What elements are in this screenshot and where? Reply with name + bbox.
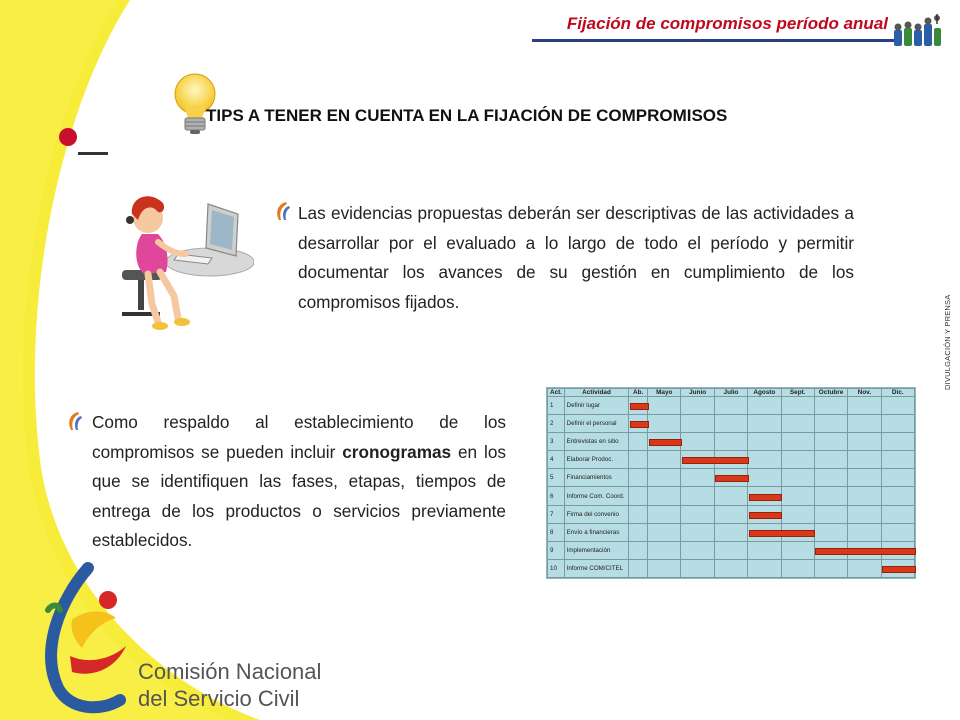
- gantt-month-cell: [781, 469, 814, 487]
- gantt-month-cell: [648, 523, 681, 541]
- gantt-activity: Informe Com. Coord.: [564, 487, 629, 505]
- gantt-bar: [682, 457, 749, 464]
- gantt-month-cell: [681, 469, 714, 487]
- gantt-month-cell: [881, 469, 914, 487]
- gantt-month-cell: [629, 487, 648, 505]
- gantt-bar: [715, 475, 748, 482]
- gantt-header-cell: Act.: [548, 389, 565, 397]
- gantt-bar: [749, 512, 782, 519]
- bullet-icon: [64, 410, 84, 432]
- gantt-month-cell: [629, 523, 648, 541]
- gantt-month-cell: [881, 415, 914, 433]
- gantt-month-cell: [814, 523, 847, 541]
- gantt-month-cell: [714, 433, 747, 451]
- gantt-bar: [882, 566, 915, 573]
- gantt-month-cell: [781, 451, 814, 469]
- gantt-activity: Definir lugar: [564, 397, 629, 415]
- gantt-month-cell: [648, 451, 681, 469]
- gantt-month-cell: [814, 415, 847, 433]
- bullet-icon: [272, 200, 292, 222]
- gantt-month-cell: [881, 397, 914, 415]
- gantt-month-cell: [848, 397, 881, 415]
- gantt-bar: [749, 494, 782, 501]
- gantt-month-cell: [848, 415, 881, 433]
- gantt-activity: Definir el personal: [564, 415, 629, 433]
- gantt-month-cell: [681, 415, 714, 433]
- gantt-header-cell: Julio: [714, 389, 747, 397]
- gantt-header-cell: Ab.: [629, 389, 648, 397]
- red-dot: [59, 128, 77, 146]
- gantt-month-cell: [781, 415, 814, 433]
- dash-mark: [78, 152, 108, 155]
- support-paragraph: [92, 408, 506, 556]
- gantt-month-cell: [714, 415, 747, 433]
- gantt-month-cell: [848, 451, 881, 469]
- gantt-activity: Implementación: [564, 541, 629, 559]
- organization-name: [138, 658, 321, 712]
- organization-name-line2: del Servicio Civil: [138, 686, 300, 711]
- gantt-month-cell: [629, 469, 648, 487]
- gantt-activity: Elaborar Prodoc.: [564, 451, 629, 469]
- gantt-row-number: 4: [548, 451, 565, 469]
- gantt-month-cell: [681, 397, 714, 415]
- gantt-month-cell: [648, 541, 681, 559]
- gantt-month-cell: [714, 487, 747, 505]
- gantt-month-cell: [648, 559, 681, 577]
- support-text-bold: cronogramas: [342, 441, 452, 462]
- gantt-month-cell: [814, 433, 847, 451]
- gantt-month-cell: [748, 415, 781, 433]
- gantt-bar: [630, 403, 649, 410]
- gantt-month-cell: [748, 469, 781, 487]
- gantt-month-cell: [814, 559, 847, 577]
- header-rule: [532, 39, 894, 42]
- gantt-bar: [649, 439, 682, 446]
- gantt-activity: Entrevistas en sitio: [564, 433, 629, 451]
- header-title: Fijación de compromisos período anual: [566, 14, 888, 33]
- gantt-month-cell: [848, 559, 881, 577]
- cnsc-logo-icon: [30, 560, 150, 720]
- gantt-row-number: 10: [548, 559, 565, 577]
- gantt-month-cell: [648, 415, 681, 433]
- gantt-header-cell: Dic.: [881, 389, 914, 397]
- gantt-month-cell: [714, 397, 747, 415]
- gantt-header-cell: Octubre: [814, 389, 847, 397]
- gantt-row: [548, 415, 915, 433]
- gantt-month-cell: [629, 559, 648, 577]
- gantt-month-cell: [881, 487, 914, 505]
- gantt-row-number: 9: [548, 541, 565, 559]
- gantt-row: [548, 505, 915, 523]
- gantt-bar: [815, 548, 915, 555]
- gantt-month-cell: [648, 505, 681, 523]
- gantt-month-cell: [781, 559, 814, 577]
- gantt-month-cell: [814, 397, 847, 415]
- gantt-header-row: [548, 389, 915, 397]
- evidence-paragraph: Las evidencias propuestas deberán ser descriptivas de las actividades a desarrollar por el evaluado a lo largo de todo el período y permitir documentar los avances de su gestión en cumplimiento de los compromisos fijados.: [298, 203, 854, 312]
- gantt-month-cell: [848, 487, 881, 505]
- gantt-month-cell: [748, 397, 781, 415]
- gantt-activity: Informe COM/CITEL: [564, 559, 629, 577]
- gantt-month-cell: [681, 433, 714, 451]
- gantt-month-cell: [714, 541, 747, 559]
- gantt-row: [548, 397, 915, 415]
- gantt-chart: [546, 387, 916, 579]
- gantt-activity: Envío a financieras: [564, 523, 629, 541]
- gantt-month-cell: [629, 505, 648, 523]
- gantt-month-cell: [814, 469, 847, 487]
- gantt-month-cell: [848, 469, 881, 487]
- support-text-end: en los que se identifiquen las fases, etapas, tiempos de entrega de los productos o servicios previamente establecidos.: [92, 441, 506, 550]
- gantt-month-cell: [881, 523, 914, 541]
- gantt-month-cell: [629, 433, 648, 451]
- gantt-month-cell: [848, 505, 881, 523]
- gantt-row-number: 5: [548, 469, 565, 487]
- gantt-bar: [749, 530, 816, 537]
- gantt-month-cell: [748, 559, 781, 577]
- gantt-month-cell: [648, 397, 681, 415]
- gantt-month-cell: [881, 433, 914, 451]
- gantt-row: [548, 487, 915, 505]
- gantt-month-cell: [814, 451, 847, 469]
- gantt-header-cell: Actividad: [564, 389, 629, 397]
- gantt-month-cell: [681, 505, 714, 523]
- woman-at-computer-illustration: [108, 184, 254, 340]
- gantt-header-cell: Nov.: [848, 389, 881, 397]
- people-icon: [892, 12, 944, 52]
- gantt-month-cell: [714, 505, 747, 523]
- gantt-month-cell: [681, 487, 714, 505]
- gantt-month-cell: [814, 487, 847, 505]
- gantt-month-cell: [781, 397, 814, 415]
- gantt-activity: Firma del convenio: [564, 505, 629, 523]
- gantt-month-cell: [714, 559, 747, 577]
- gantt-month-cell: [848, 523, 881, 541]
- gantt-month-cell: [629, 541, 648, 559]
- gantt-month-cell: [848, 433, 881, 451]
- gantt-row: [548, 523, 915, 541]
- gantt-month-cell: [714, 523, 747, 541]
- gantt-month-cell: [629, 451, 648, 469]
- gantt-month-cell: [681, 559, 714, 577]
- gantt-row-number: 3: [548, 433, 565, 451]
- gantt-month-cell: [681, 523, 714, 541]
- gantt-month-cell: [781, 505, 814, 523]
- gantt-month-cell: [881, 505, 914, 523]
- gantt-row-number: 2: [548, 415, 565, 433]
- gantt-bar: [630, 421, 649, 428]
- gantt-header-cell: Junio: [681, 389, 714, 397]
- gantt-row-number: 1: [548, 397, 565, 415]
- gantt-activity: Financiamientos: [564, 469, 629, 487]
- gantt-month-cell: [648, 487, 681, 505]
- gantt-month-cell: [748, 451, 781, 469]
- lightbulb-icon: [168, 70, 218, 138]
- gantt-row-number: 8: [548, 523, 565, 541]
- gantt-row: [548, 433, 915, 451]
- gantt-month-cell: [781, 433, 814, 451]
- gantt-row-number: 7: [548, 505, 565, 523]
- organization-name-line1: Comisión Nacional: [138, 659, 322, 684]
- gantt-month-cell: [748, 433, 781, 451]
- gantt-header-cell: Mayo: [648, 389, 681, 397]
- gantt-month-cell: [748, 541, 781, 559]
- gantt-header-cell: Agosto: [748, 389, 781, 397]
- gantt-month-cell: [814, 505, 847, 523]
- gantt-month-cell: [881, 451, 914, 469]
- gantt-row-number: 6: [548, 487, 565, 505]
- gantt-month-cell: [781, 541, 814, 559]
- gantt-month-cell: [648, 469, 681, 487]
- gantt-row: [548, 559, 915, 577]
- gantt-header-cell: Sept.: [781, 389, 814, 397]
- gantt-month-cell: [781, 487, 814, 505]
- side-label: DIVULGACIÓN Y PRENSA: [943, 294, 952, 390]
- support-text-start: Como respaldo al establecimiento de los compromisos se pueden incluir: [92, 412, 506, 462]
- gantt-month-cell: [681, 541, 714, 559]
- tips-heading: TIPS A TENER EN CUENTA EN LA FIJACIÓN DE COMPROMISOS: [206, 106, 728, 125]
